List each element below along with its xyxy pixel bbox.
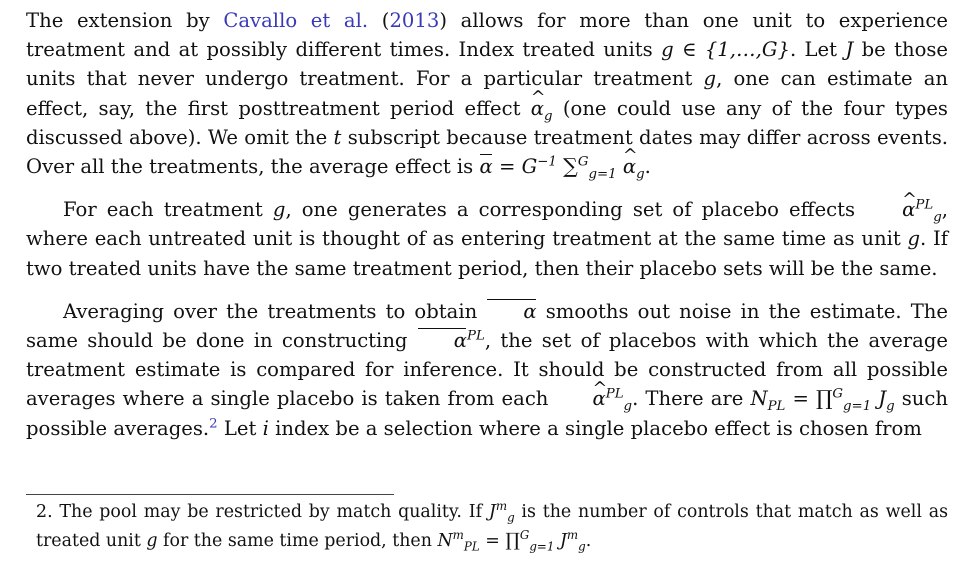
subscript: g (507, 510, 515, 525)
sum-upper: G (577, 154, 589, 170)
math-g: g (272, 198, 286, 222)
N: N (750, 387, 768, 411)
alpha-hat: ^ α (531, 94, 544, 123)
math-J: J (845, 38, 854, 62)
J: J (488, 502, 496, 522)
prod-lower: g=1 (529, 538, 555, 553)
citation-author-link[interactable]: Cavallo et al. (223, 9, 369, 32)
text: index be a selection where a single placebo effect is chosen from (268, 416, 922, 440)
subscript: g (544, 108, 553, 124)
paragraph-3 (26, 297, 948, 443)
alpha-bar: α (486, 297, 536, 326)
product-symbol: ∏ (505, 529, 520, 551)
superscript: PL (915, 197, 934, 213)
text: allows for more than one unit to experience treatment and at possibly different times. Index treated units (26, 9, 948, 62)
alpha-hat: ^ α (556, 384, 606, 413)
alpha-bar: α (417, 326, 467, 355)
subscript: g (886, 399, 895, 415)
math-g: g (146, 530, 158, 551)
footnote-number: 2. (36, 502, 53, 522)
footnote-2 (36, 499, 948, 555)
text: , one can estimate an effect, say, the first posttreatment period effect (26, 67, 948, 120)
math-average-effect (479, 154, 645, 182)
product-symbol: ∏ (815, 386, 833, 411)
text: be those units that never undergo treatment. For a particular treatment (26, 38, 949, 91)
text: The extension by (26, 9, 224, 32)
prod-upper: G (832, 386, 844, 402)
math-g: g (703, 67, 717, 91)
equation-G: = G (492, 155, 538, 179)
citation-year-link[interactable]: 2013 (389, 9, 440, 32)
N: N (437, 530, 453, 551)
footnote-2-link[interactable]: 2 (209, 416, 218, 432)
prod-lower: g=1 (843, 399, 872, 415)
prod-upper: G (519, 527, 530, 542)
text: . If two treated units have the same treatment period, then their placebo sets will be the same. (26, 227, 948, 280)
math-g-set: g ∈ {1,…,G} (661, 38, 790, 62)
sum-lower: g=1 (588, 166, 617, 182)
text: . There are (632, 387, 751, 411)
text: Averaging over the treatments to obtain (63, 299, 487, 323)
citation-open-paren: ( (381, 9, 390, 32)
superscript: PL (605, 386, 624, 402)
text: subscript because treatment dates may differ across events. Over all the treatments, the average effect is (26, 125, 948, 179)
text: smooths out noise in the estimate. The same should be done in constructing (26, 299, 948, 353)
text: (one could use any of the four types discussed above). We omit the (26, 96, 948, 149)
text: . (644, 155, 651, 179)
subscript: g (578, 538, 586, 553)
math-i: i (262, 416, 269, 440)
footnote-divider (26, 494, 394, 495)
equals: = (785, 387, 816, 411)
equals: = (479, 530, 506, 551)
math-alpha-bar-PL (417, 329, 485, 352)
math-alpha-hat-g-PL (556, 386, 633, 415)
sum-symbol: ∑ (563, 154, 578, 179)
paragraph-2 (26, 195, 948, 283)
J: J (878, 387, 887, 411)
superscript: m (566, 527, 579, 542)
paragraph-1 (26, 6, 948, 181)
subscript: PL (767, 399, 786, 415)
subscript: g (636, 166, 645, 182)
superscript: m (495, 499, 508, 514)
math-N-m-PL (437, 527, 586, 553)
citation-close-paren: ) (439, 9, 447, 32)
text: , one generates a corresponding set of placebo effects (285, 198, 866, 222)
math-alpha-hat-g (530, 96, 553, 124)
subscript: g (933, 210, 942, 226)
text: . Let (789, 38, 846, 62)
math-J-m-g (488, 499, 515, 525)
text: For each treatment (63, 198, 273, 222)
subscript: PL (463, 538, 480, 553)
J: J (559, 530, 567, 551)
text: for the same time period, then (157, 530, 438, 551)
alpha-hat: ^ α (865, 195, 915, 224)
text: The pool may be restricted by match quality. If (52, 502, 489, 522)
text: is the number of controls that match as well as treated unit (36, 502, 948, 551)
text: , the set of placebos with which the average treatment estimate is compared for inference. It should be constructed from all possible averages where a single placebo is taken from each (26, 329, 948, 411)
text: . (585, 530, 592, 551)
math-t: t (333, 125, 342, 149)
superscript: −1 (537, 154, 557, 170)
math-g: g (907, 227, 921, 251)
alpha-hat: ^ α (623, 152, 636, 181)
math-N-PL-product (750, 386, 895, 415)
paper-body (26, 6, 948, 443)
superscript: PL (467, 328, 485, 344)
superscript: m (452, 527, 464, 542)
alpha-bar: α (479, 152, 492, 181)
subscript: g (623, 399, 633, 415)
math-alpha-hat-g-PL (865, 197, 942, 226)
text: such possible averages. (26, 387, 948, 440)
text: , where each untreated unit is thought of as entering treatment at the same time as unit (26, 198, 948, 251)
text: Let (217, 416, 263, 440)
